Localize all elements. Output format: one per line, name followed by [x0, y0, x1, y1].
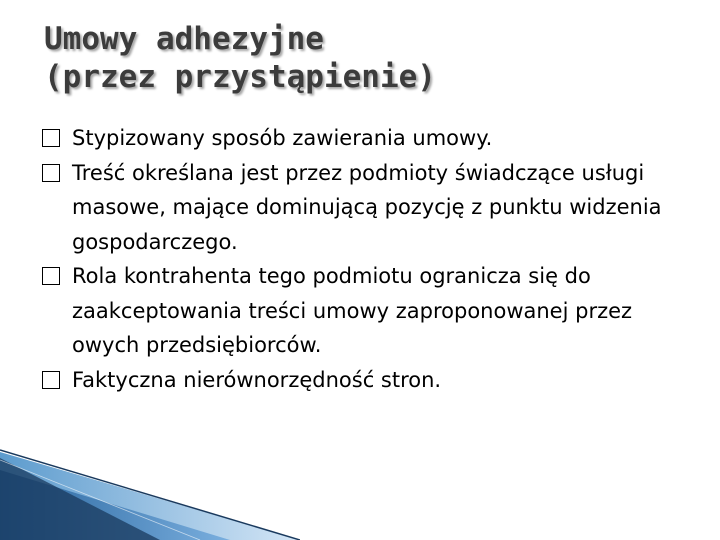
bullet-list [42, 121, 702, 397]
bullet-item [42, 121, 702, 156]
bullet-item [42, 363, 702, 398]
checkbox-square-icon [42, 129, 60, 147]
bullet-text: Treść określana jest przez podmioty świadczące usługi masowe, mające dominującą pozycję z punktu widzenia gospodarczego. [72, 160, 662, 254]
corner-decoration [0, 440, 300, 540]
bullet-text: Faktyczna nierównorzędność stron. [72, 367, 442, 392]
bullet-item [42, 156, 702, 260]
slide-title [44, 20, 684, 96]
slide-title-line-1: Umowy adhezyjne [44, 21, 324, 57]
checkbox-square-icon [42, 267, 60, 285]
bullet-item [42, 259, 702, 363]
bullet-text: Stypizowany sposób zawierania umowy. [72, 126, 493, 150]
checkbox-square-icon [42, 164, 60, 182]
checkbox-square-icon [42, 371, 60, 389]
bullet-text: Rola kontrahenta tego podmiotu ogranicza się do zaakceptowania treści umowy zaproponowanej przez owych przedsiębiorców. [72, 264, 633, 357]
slide-title-line-2: (przez przystąpienie) [44, 59, 436, 95]
